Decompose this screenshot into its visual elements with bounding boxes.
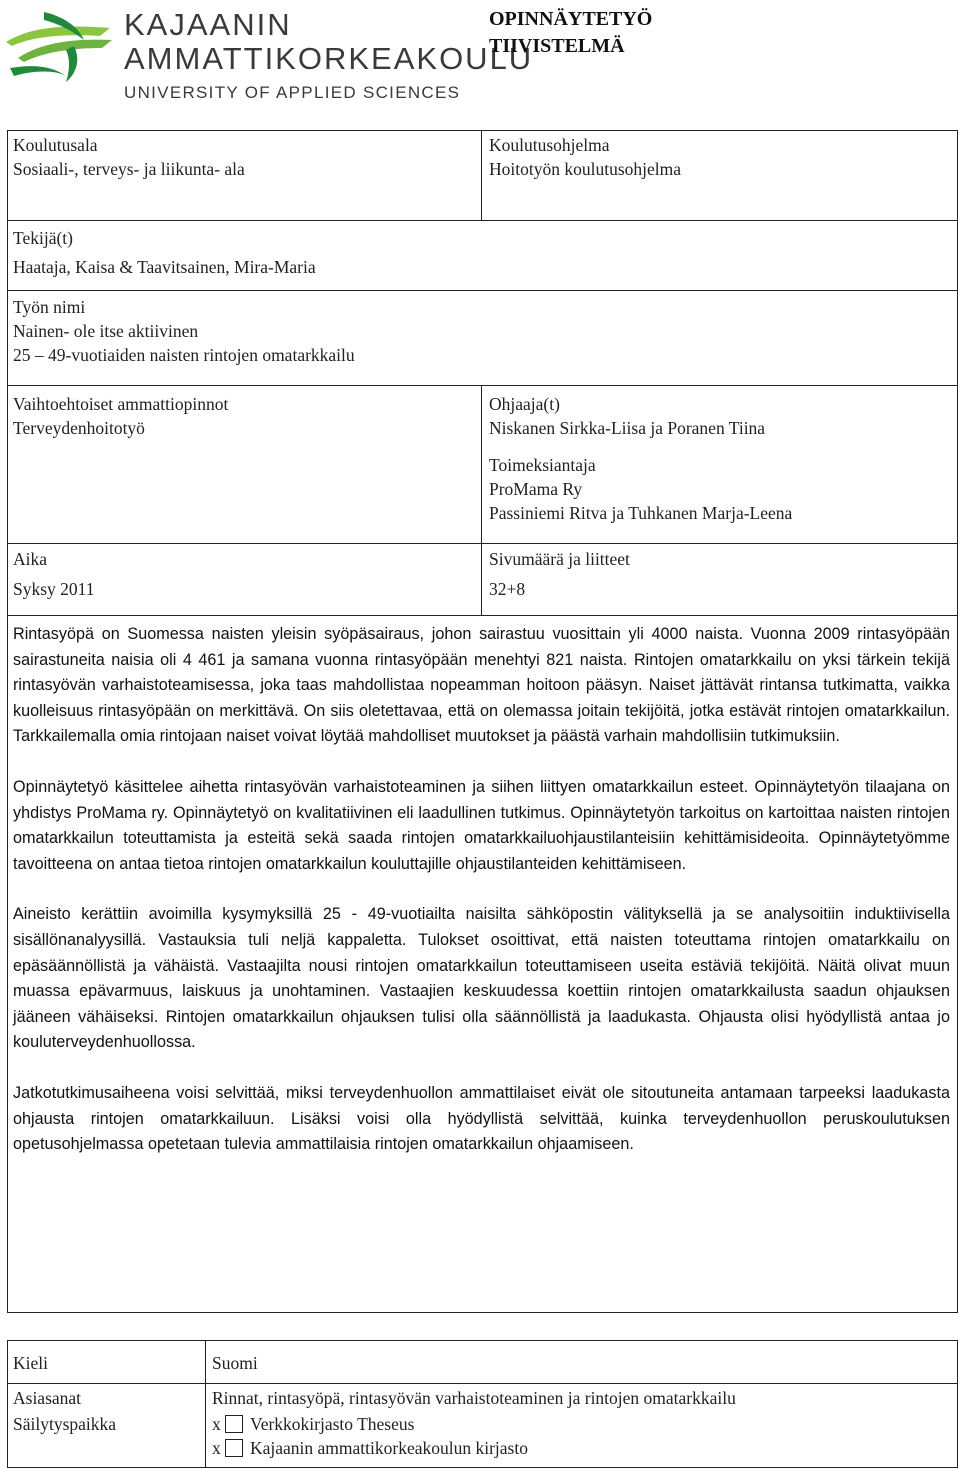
field-value: Syksy 2011 xyxy=(13,579,95,599)
field-toimeksiantaja xyxy=(489,453,792,525)
divider xyxy=(481,385,482,616)
field-sivumaara xyxy=(489,547,630,601)
divider xyxy=(7,615,958,616)
logo-name-line2: AMMATTIKORKEAKOULU xyxy=(124,41,534,76)
metadata-kieli-value: Suomi xyxy=(212,1353,258,1373)
field-koulutusohjelma xyxy=(489,133,681,181)
field-label: Toimeksiantaja xyxy=(489,455,596,475)
field-label: Työn nimi xyxy=(13,297,86,317)
field-label: Sivumäärä ja liitteet xyxy=(489,549,630,569)
field-tyon-nimi xyxy=(13,295,355,367)
kamk-swoosh-icon xyxy=(4,6,116,96)
checkbox-mark: x xyxy=(212,1438,221,1458)
checkbox[interactable] xyxy=(225,1439,243,1457)
checkbox[interactable] xyxy=(225,1415,243,1433)
field-label: Vaihtoehtoiset ammattiopinnot xyxy=(13,394,229,414)
field-aika xyxy=(13,547,95,601)
divider xyxy=(7,543,958,544)
divider xyxy=(7,290,958,291)
field-value: Passiniemi Ritva ja Tuhkanen Marja-Leena xyxy=(489,503,793,523)
storage-option-theseus xyxy=(212,1412,414,1436)
checkbox-mark: x xyxy=(212,1414,221,1434)
doc-type-line2: TIIVISTELMÄ xyxy=(489,35,625,57)
field-label: Tekijä(t) xyxy=(13,228,73,248)
field-value: 32+8 xyxy=(489,579,526,599)
field-tekija xyxy=(13,226,316,279)
field-value: Terveydenhoitotyö xyxy=(13,418,145,438)
field-value: Sosiaali-, terveys- ja liikunta- ala xyxy=(13,159,245,179)
storage-option-library xyxy=(212,1436,528,1460)
field-value: Haataja, Kaisa & Taavitsainen, Mira-Maria xyxy=(13,257,316,277)
field-label: Aika xyxy=(13,549,48,569)
abstract-paragraph: Rintasyöpä on Suomessa naisten yleisin syöpäsairaus, johon sairastuu vuosittain yli 4000 naista. Vuonna 2009 rintasyöpään sairastuneita naisia oli 4 461 ja samana vuonna rintasyöpään menehtyi 821 naista. Rintojen omatarkkailu on yksi tärkein tekijä rintasyövän varhaistoteamisessa, joka taas mahdollistaa nopeamman hoitoon pääsyn. Naiset jättävät rintansa tutkimatta, vaikka kuolleisuus rintasyöpään on merkittävä. On siis oletettavaa, että on olemassa joitain tekijöitä, jotka estävät rintojen omatarkkailun. Tarkkailemalla omia rintojaan naiset voivat löytää mahdolliset muutokset ja päästä varhain mahdollisiin tutkimuksiin. xyxy=(13,625,950,746)
document-type-heading xyxy=(489,6,652,60)
metadata-asiasanat-value: Rinnat, rintasyöpä, rintasyövän varhaistoteaminen ja rintojen omatarkkailu xyxy=(212,1388,736,1408)
field-vaihtoehtoiset xyxy=(13,392,228,440)
logo-subtitle: UNIVERSITY OF APPLIED SCIENCES xyxy=(124,83,461,102)
metadata-asiasanat-label: Asiasanat xyxy=(13,1388,82,1408)
divider xyxy=(7,385,958,386)
divider xyxy=(7,220,958,221)
university-logo xyxy=(4,4,534,104)
doc-type-line1: OPINNÄYTETYÖ xyxy=(489,8,653,30)
abstract-paragraph: Opinnäytetyö käsittelee aihetta rintasyövän varhaistoteaminen ja siihen liittyen omatarkkailun esteet. Opinnäytetyön tilaajana on yhdistys ProMama ry. Opinnäytetyö on kvalitatiivinen eli laadullinen tutkimus. Opinnäytetyön tarkoitus on kartoittaa naisten rintojen omatarkkailun toteuttamista ja esteitä sekä saada rintojen omatarkkailuohjaustilanteisiin kehittämisideoita. Opinnäytetyömme tavoitteena on antaa tietoa rintojen omatarkkailun kouluttajille ohjaustilanteiden kehittämiseen. xyxy=(13,777,950,873)
divider xyxy=(481,130,482,221)
field-value: ProMama Ry xyxy=(489,479,583,499)
field-label: Koulutusohjelma xyxy=(489,135,610,155)
field-value: Hoitotyön koulutusohjelma xyxy=(489,159,682,179)
abstract-paragraph: Jatkotutkimusaiheena voisi selvittää, miksi terveydenhuollon ammattilaiset eivät ole sitoutuneita antamaan tarpeeksi laadukasta ohjausta rintojen omatarkkailuun. Lisäksi voisi olla hyödyllistä selvittää, kuinka terveydenhuollon peruskoulutuksen opetusohjelmassa opetetaan tulevia ammattilaisia rintojen omatarkkailun ohjaamiseen. xyxy=(13,1083,950,1154)
storage-option-label: Kajaanin ammattikorkeakoulun kirjasto xyxy=(250,1438,528,1458)
logo-name-line1: KAJAANIN xyxy=(124,7,292,42)
field-label: Ohjaaja(t) xyxy=(489,394,560,414)
storage-option-label: Verkkokirjasto Theseus xyxy=(250,1414,415,1434)
abstract-paragraph: Aineisto kerättiin avoimilla kysymyksillä 25 - 49-vuotiailta naisilta sähköpostin välityksellä ja se analysoitiin induktiivisella sisällönanalyysillä. Vastauksia tuli neljä kappaletta. Tulokset osoittivat, että naisten toteuttama rintojen omatarkkailu on epäsäännöllistä ja vähäistä. Vastaajilta nousi rintojen omatarkkailun toteuttamiseen useita estäviä tekijöitä. Näitä olivat muun muassa epävarmuus, laiskuus ja unohtaminen. Vastaajien keskuudessa koettiin rintojen omatarkkailusta saadun ohjauksen jääneen vähäiseksi. Rintojen omatarkkailun ohjauksen tulisi olla säännöllistä ja laadukasta. Ohjausta olisi hyödyllistä antaa jo kouluterveydenhuollossa. xyxy=(13,905,950,1052)
field-value: 25 – 49-vuotiaiden naisten rintojen omatarkkailu xyxy=(13,345,355,365)
abstract-text xyxy=(13,622,950,1183)
field-value: Niskanen Sirkka-Liisa ja Poranen Tiina xyxy=(489,418,766,438)
metadata-kieli-label: Kieli xyxy=(13,1353,48,1373)
field-label: Koulutusala xyxy=(13,135,98,155)
field-koulutusala xyxy=(13,133,245,181)
divider xyxy=(7,1383,958,1384)
field-value: Nainen- ole itse aktiivinen xyxy=(13,321,199,341)
field-ohjaaja xyxy=(489,392,765,440)
divider xyxy=(205,1340,206,1468)
metadata-sailytyspaikka-label: Säilytyspaikka xyxy=(13,1414,117,1434)
